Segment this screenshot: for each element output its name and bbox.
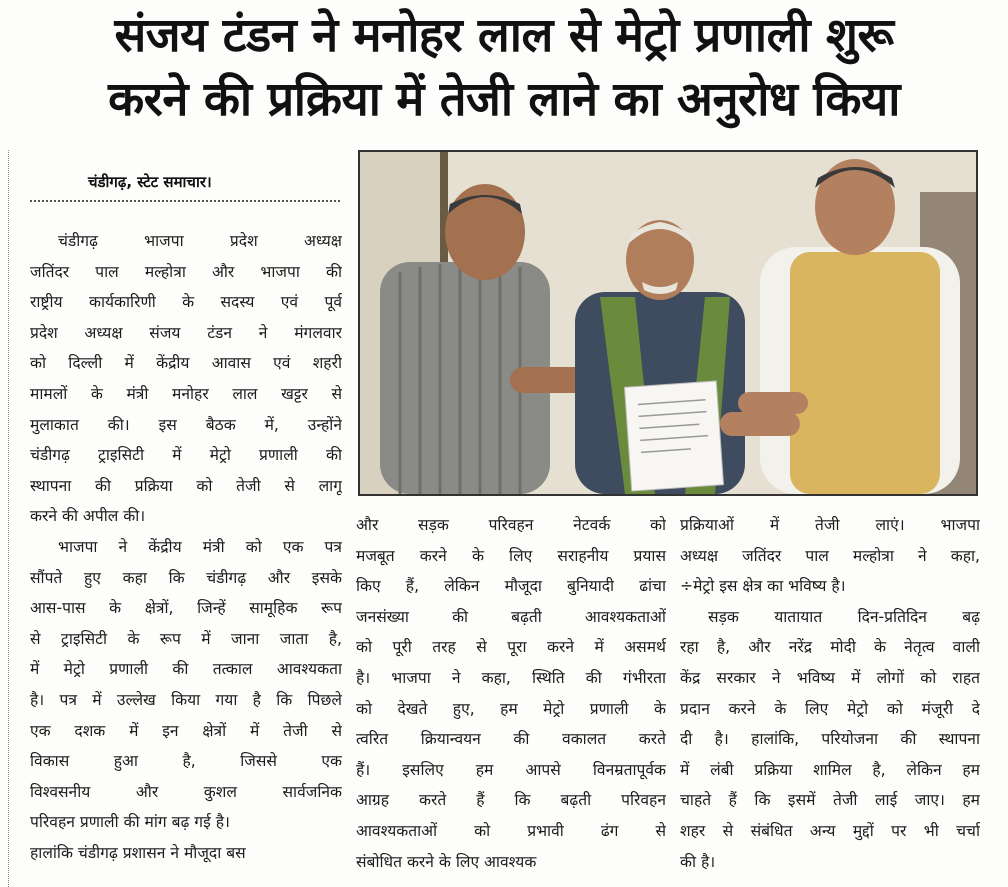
article-line: को देखते हुए, हम मेट्रो प्रणाली के: [356, 699, 666, 718]
article-line: सड़क यातायात दिन-प्रतिदिन बढ़: [708, 607, 980, 626]
article-line: हैं। इसलिए हम आपसे विनम्रतापूर्वक: [356, 760, 666, 779]
article-line: आग्रह करते हैं कि बढ़ती परिवहन: [356, 791, 666, 810]
article-line: चंडीगढ़ भाजपा प्रदेश अध्यक्ष: [58, 232, 342, 250]
article-line: शहर से संबंधित अन्य मुद्दों पर भी चर्चा: [680, 821, 980, 840]
letter-document: [624, 381, 723, 491]
article-line: स्थापना की प्रक्रिया को तेजी से लागू: [30, 476, 342, 495]
headline-line-2: करने की प्रक्रिया में तेजी लाने का अनुरोध किया: [108, 72, 900, 127]
article-line: जतिंदर पाल मल्होत्रा और भाजपा की: [30, 262, 342, 281]
article-line: प्रदेश अध्यक्ष संजय टंडन ने मंगलवार: [30, 323, 342, 342]
article-line: चंडीगढ़ ट्राइसिटी में मेट्रो प्रणाली की: [30, 446, 342, 465]
article-line: किए हैं, लेकिन मौजूदा बुनियादी ढांचा: [356, 577, 666, 596]
article-line: विकास हुआ है, जिससे एक: [30, 752, 342, 771]
article-line: को पूरी तरह से पूरा करने में असमर्थ: [356, 638, 666, 657]
article-line: विश्वसनीय और कुशल सार्वजनिक: [30, 782, 342, 801]
article-line: में लंबी प्रक्रिया शामिल है, लेकिन हम: [680, 760, 980, 779]
photo-illustration: [360, 152, 976, 494]
article-line: संबोधित करने के लिए आवश्यक: [356, 852, 537, 871]
headline-line-1: संजय टंडन ने मनोहर लाल से मेट्रो प्रणाली शुरू: [114, 8, 894, 63]
article-line: मामलों के मंत्री मनोहर लाल खट्टर से: [30, 384, 342, 403]
article-line: आस-पास के क्षेत्रों, जिन्हें सामूहिक रूप: [30, 599, 342, 618]
article-line: है। पत्र में उल्लेख किया गया है कि पिछले: [30, 690, 342, 709]
article-line: भाजपा ने केंद्रीय मंत्री को एक पत्र: [58, 537, 342, 556]
dotted-divider: [30, 200, 340, 202]
article-line: से ट्राइसिटी के रूप में जाना जाता है,: [30, 629, 342, 648]
article-line: जनसंख्या की बढ़ती आवश्यकताओं: [356, 607, 666, 626]
article-line: अध्यक्ष जतिंदर पाल मल्होत्रा ने कहा,: [680, 546, 980, 565]
adjacent-column-edge: [0, 150, 9, 887]
article-line: एक दशक में इन क्षेत्रों में तेजी से: [30, 721, 342, 740]
article-line: रहा है, और नरेंद्र मोदी के नेतृत्व वाली: [680, 638, 980, 657]
article-line: की है।: [680, 852, 716, 871]
article-line: त्वरित क्रियान्वयन की वकालत करते: [356, 730, 666, 749]
article-line: प्रदान करने के लिए मेट्रो को मंजूरी दे: [680, 699, 980, 718]
article-line: में मेट्रो प्रणाली की तत्काल आवश्यकता: [30, 660, 342, 679]
article-line: दी है। हालांकि, परियोजना की स्थापना: [680, 730, 980, 749]
article-line: है। भाजपा ने कहा, स्थिति की गंभीरता: [356, 668, 666, 687]
article-line: प्रक्रियाओं में तेजी लाएं। भाजपा: [680, 516, 980, 534]
article-line: हालांकि चंडीगढ़ प्रशासन ने मौजूदा बस: [30, 843, 246, 862]
article-line: केंद्र सरकार ने भविष्य में लोगों को राहत: [680, 668, 980, 687]
article-line: करने की अपील की।: [30, 507, 146, 526]
article-column-2: [356, 510, 666, 877]
article-line: राष्ट्रीय कार्यकारिणी के सदस्य एवं पूर्व: [30, 293, 342, 312]
article-line: मजबूत करने के लिए सराहनीय प्रयास: [356, 546, 666, 565]
article-line: और सड़क परिवहन नेटवर्क को: [356, 516, 666, 534]
article-column-1: [30, 226, 342, 868]
article-line: को दिल्ली में केंद्रीय आवास एवं शहरी: [30, 354, 342, 373]
article-line: चाहते हैं कि इसमें तेजी लाई जाए। हम: [680, 791, 980, 810]
headline: [20, 4, 988, 132]
article-line: आवश्यकताओं को प्रभावी ढंग से: [356, 821, 666, 840]
news-photo: [358, 150, 978, 496]
article-line: परिवहन प्रणाली की मांग बढ़ गई है।: [30, 813, 230, 832]
dateline: चंडीगढ़, स्टेट समाचार।: [88, 173, 212, 191]
article-line: ÷मेट्रो इस क्षेत्र का भविष्य है।: [680, 577, 846, 596]
article-line: सौंपते हुए कहा कि चंडीगढ़ और इसके: [30, 568, 342, 587]
article-column-3: [680, 510, 980, 877]
article-line: मुलाकात की। इस बैठक में, उन्होंने: [30, 415, 342, 434]
